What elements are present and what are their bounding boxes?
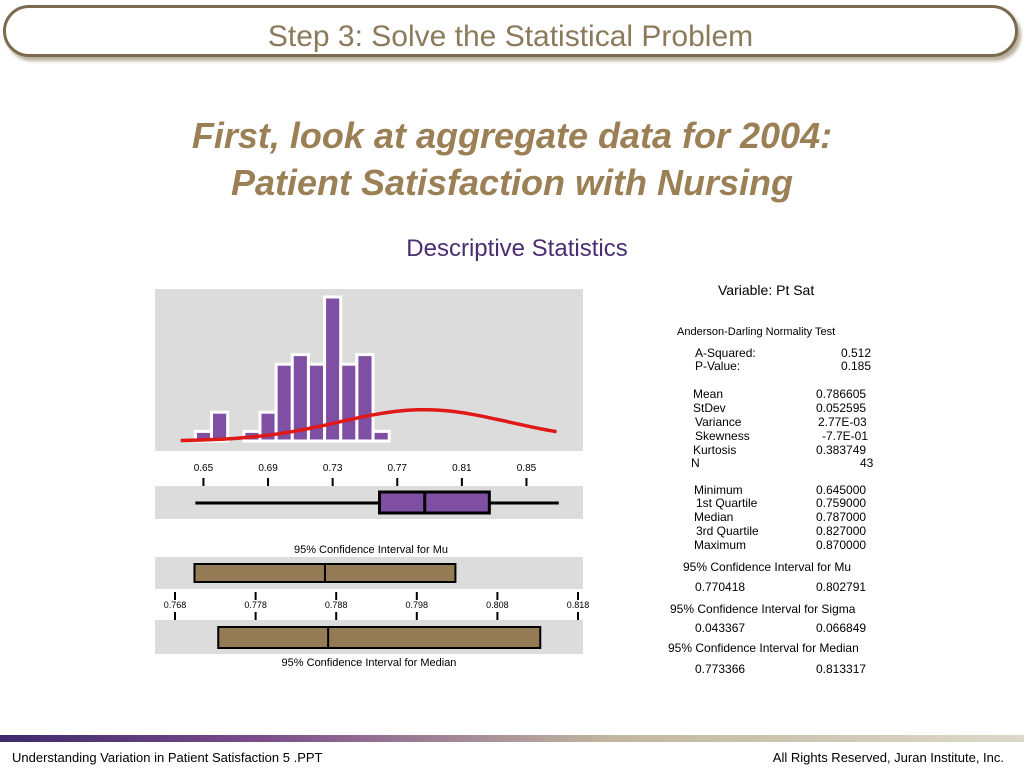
ci-mu-low: 0.770418 bbox=[695, 580, 746, 594]
stat-value-3rd-quartile: 0.827000 bbox=[816, 524, 867, 538]
section-subtitle: Descriptive Statistics bbox=[406, 235, 628, 262]
histogram-tick-label: 0.77 bbox=[387, 463, 407, 474]
stat-value-maximum: 0.870000 bbox=[816, 538, 867, 552]
stat-value-a-squared: 0.512 bbox=[841, 346, 872, 360]
stat-value-p-value: 0.185 bbox=[841, 359, 872, 373]
stat-label-stdev: StDev bbox=[693, 401, 726, 415]
stat-label-1st-quartile: 1st Quartile bbox=[696, 496, 758, 510]
histogram-bar bbox=[373, 431, 389, 441]
stat-label-3rd-quartile: 3rd Quartile bbox=[696, 524, 759, 538]
histogram-tick-label: 0.81 bbox=[452, 463, 472, 474]
stat-label-a-squared: A-Squared: bbox=[695, 346, 756, 360]
stat-value-kurtosis: 0.383749 bbox=[816, 443, 867, 457]
histogram-tick-label: 0.85 bbox=[516, 463, 537, 474]
stat-value-1st-quartile: 0.759000 bbox=[816, 496, 867, 510]
histogram-tick-label: 0.73 bbox=[322, 463, 343, 474]
footer-right-text: All Rights Reserved, Juran Institute, Inc. bbox=[772, 750, 1004, 765]
ci-mu-high: 0.802791 bbox=[816, 580, 867, 594]
ci-tick-label: 0.788 bbox=[324, 600, 348, 610]
ci-sigma-low: 0.043367 bbox=[695, 621, 746, 635]
stat-value-stdev: 0.052595 bbox=[816, 401, 867, 415]
ci-sigma-heading: 95% Confidence Interval for Sigma bbox=[670, 602, 856, 616]
ci-median-high: 0.813317 bbox=[816, 662, 867, 676]
footer-divider bbox=[0, 735, 1024, 742]
ci-tick-label: 0.768 bbox=[163, 600, 187, 610]
ci-tick-label: 0.798 bbox=[405, 600, 429, 610]
headline-line-2: Patient Satisfaction with Nursing bbox=[230, 162, 794, 203]
ci-sigma-high: 0.066849 bbox=[816, 621, 867, 635]
stat-label-minimum: Minimum bbox=[694, 483, 743, 497]
variable-label: Variable: Pt Sat bbox=[718, 282, 815, 298]
histogram-tick-label: 0.65 bbox=[193, 463, 214, 474]
slide-title: Step 3: Solve the Statistical Problem bbox=[267, 20, 754, 53]
stat-label-median: Median bbox=[694, 510, 734, 524]
stat-value-n: 43 bbox=[860, 456, 874, 470]
histogram-bar bbox=[341, 364, 357, 441]
ci-mu-heading: 95% Confidence Interval for Mu bbox=[683, 560, 852, 574]
stat-label-variance: Variance bbox=[695, 415, 742, 429]
boxplot-box bbox=[379, 492, 489, 513]
footer-left-text: Understanding Variation in Patient Satisfaction 5 .PPT bbox=[12, 750, 323, 765]
ci-tick-label: 0.808 bbox=[486, 600, 509, 610]
ci-mu-label: 95% Confidence Interval for Mu bbox=[293, 544, 449, 556]
stat-label-n: N bbox=[691, 456, 700, 470]
histogram-bar bbox=[357, 355, 373, 441]
stat-value-skewness: -7.7E-01 bbox=[822, 429, 869, 443]
stat-value-variance: 2.77E-03 bbox=[818, 415, 867, 429]
stat-label-skewness: Skewness bbox=[695, 429, 750, 443]
ci-median-heading: 95% Confidence Interval for Median bbox=[668, 641, 859, 655]
ci-median-label: 95% Confidence Interval for Median bbox=[281, 657, 457, 669]
ci-median-box bbox=[218, 627, 540, 648]
ci-tick-label: 0.818 bbox=[566, 600, 590, 610]
stat-label-p-value: P-Value: bbox=[695, 359, 741, 373]
stat-label-mean: Mean bbox=[693, 387, 724, 401]
headline-line-1: First, look at aggregate data for 2004: bbox=[191, 115, 833, 156]
histogram-bar bbox=[325, 297, 341, 441]
stat-label-kurtosis: Kurtosis bbox=[693, 443, 737, 457]
ci-tick-label: 0.778 bbox=[244, 600, 267, 610]
stat-label-maximum: Maximum bbox=[694, 538, 747, 552]
histogram-tick-label: 0.69 bbox=[258, 463, 278, 474]
normality-test-label: Anderson-Darling Normality Test bbox=[677, 326, 836, 338]
ci-median-low: 0.773366 bbox=[695, 662, 746, 676]
stat-value-median: 0.787000 bbox=[816, 510, 867, 524]
histogram-bar bbox=[276, 364, 292, 441]
histogram-bar bbox=[212, 412, 228, 441]
stat-value-minimum: 0.645000 bbox=[816, 483, 867, 497]
stat-value-mean: 0.786605 bbox=[816, 387, 867, 401]
